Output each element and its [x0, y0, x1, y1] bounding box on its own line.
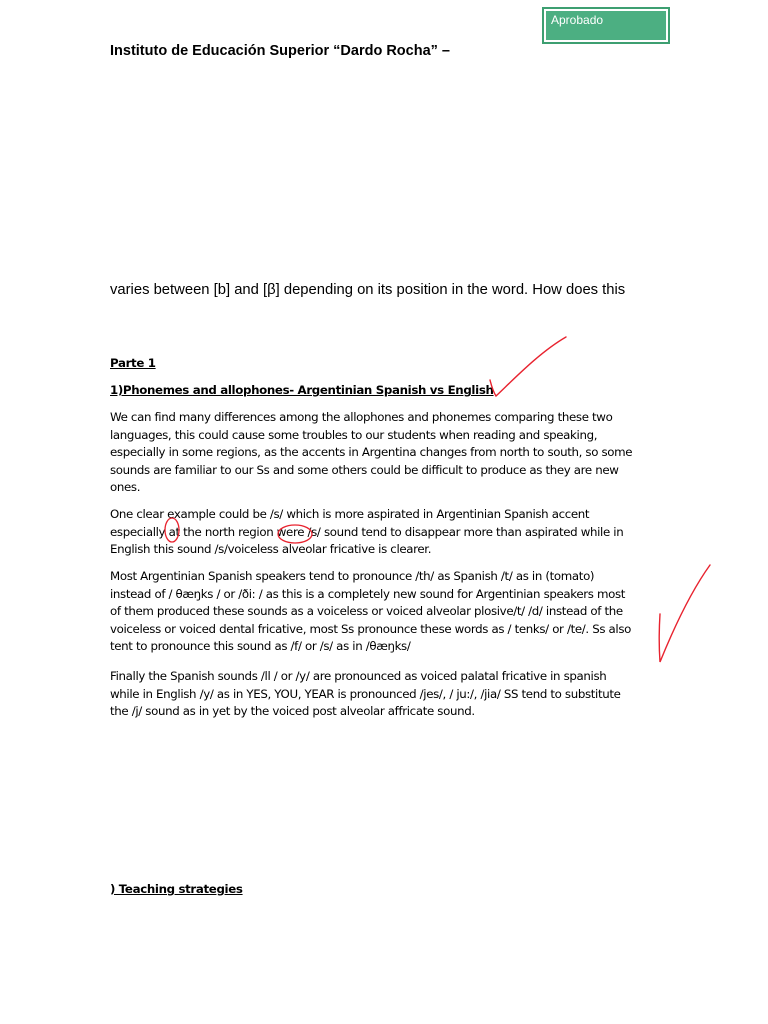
checkmark-icon	[659, 565, 710, 662]
text-line: Finally the Spanish sounds /ll / or /y/ are pronounced as voiced palatal fricative in spanish	[110, 669, 607, 683]
text-line: English this sound /s/voiceless alveolar fricative is clearer.	[110, 542, 432, 557]
page-title: Instituto de Educación Superior “Dardo Rocha” –	[110, 43, 450, 59]
section-label: Parte 1	[110, 356, 156, 370]
section-heading: 1)Phonemes and allophones- Argentinian Spanish vs English	[110, 383, 494, 397]
checkmark-icon	[490, 337, 566, 396]
approval-stamp-label: Aprobado	[546, 11, 666, 40]
text-line: while in English /y/ as in YES, YOU, YEAR is pronounced /jes/, / ju:/, /jia/ SS tend to substitute	[110, 686, 621, 701]
paragraph	[110, 668, 658, 721]
text-line: instead of / θæŋks / or /ði: / as this is a completely new sound for Argentinian speakers most	[110, 586, 626, 601]
text-line: tent to pronounce this sound as /f/ or /s/ as in /θæŋks/	[110, 639, 411, 654]
text-line: languages, this could cause some troubles to our students when reading and speaking,	[110, 427, 598, 442]
text-line: especially at the north region were /s/ sound tend to disappear more than aspirated while in	[110, 524, 624, 539]
text-fragment: varies between [b] and [β] depending on its position in the word. How does this	[110, 282, 626, 298]
text-line: the /j/ sound as in yet by the voiced post alveolar affricate sound.	[110, 704, 475, 719]
text-line: Most Argentinian Spanish speakers tend to pronounce /th/ as Spanish /t/ as in (tomato)	[110, 569, 595, 583]
text-line: We can find many differences among the allophones and phonemes comparing these two	[110, 410, 613, 424]
section-heading: ) Teaching strategies	[110, 882, 243, 896]
paragraph	[110, 409, 658, 497]
text-line: voiceless or voiced dental fricative, most Ss pronounce these words as / tenks/ or /te/. Ss also	[110, 621, 631, 636]
paragraph	[110, 506, 658, 559]
text-line: ones.	[110, 480, 141, 495]
text-line: sounds are familiar to our Ss and some others could be difficult to produce as they are new	[110, 462, 619, 477]
text-line: of them produced these sounds as a voiceless or voiced alveolar plosive/t/ /d/ instead of the	[110, 604, 623, 619]
approval-stamp	[542, 7, 670, 44]
text-line: One clear example could be /s/ which is more aspirated in Argentinian Spanish accent	[110, 507, 590, 521]
paragraph	[110, 568, 658, 656]
text-line: especially in some regions, as the accents in Argentina changes from north to south, so some	[110, 445, 633, 460]
